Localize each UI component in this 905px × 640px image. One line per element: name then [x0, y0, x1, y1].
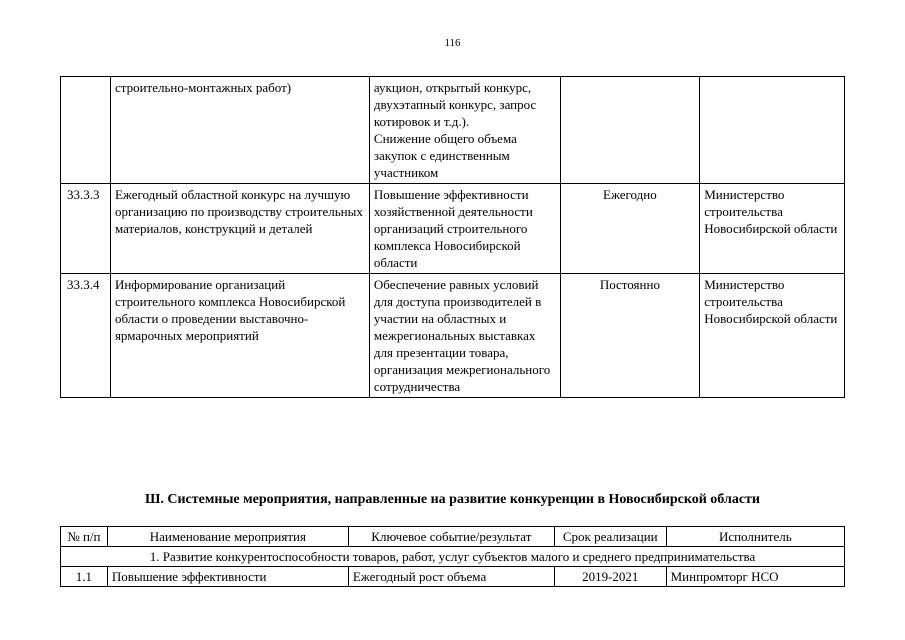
row-number — [61, 77, 111, 184]
table-header-row — [61, 527, 845, 547]
table-row — [61, 184, 845, 274]
measure-result: Обеспечение равных условий для доступа производителей в участии на областных и межрегиональных выставках для презентации товара, организация межрегионального сотрудничества — [369, 274, 560, 398]
measure-name: Информирование организаций строительного комплекса Новосибирской области о проведении выставочно-ярмарочных мероприятий — [110, 274, 369, 398]
measures-table-continued — [60, 76, 845, 398]
measure-name: Ежегодный областной конкурс на лучшую организацию по производству строительных материалов, конструкций и деталей — [110, 184, 369, 274]
row-number: 33.3.4 — [61, 274, 111, 398]
result-text: аукцион, открытый конкурс, двухэтапный конкурс, запрос котировок и т.д.). Снижение общего объема закупок с единственным участником — [373, 80, 537, 180]
page-number: 116 — [444, 37, 461, 49]
measure-executor — [700, 77, 845, 184]
systemic-measures-table — [60, 526, 845, 587]
measure-term — [560, 77, 700, 184]
measure-executor: Министерство строительства Новосибирской области — [700, 184, 845, 274]
measure-executor: Минпромторг НСО — [666, 567, 844, 587]
measure-result — [369, 77, 560, 184]
section-row-title: 1. Развитие конкурентоспособности товаров, работ, услуг субъектов малого и среднего предпринимательства — [61, 547, 845, 567]
measure-name: Повышение эффективности — [107, 567, 348, 587]
row-number: 1.1 — [61, 567, 108, 587]
header-term: Срок реализации — [554, 527, 666, 547]
table-row — [61, 274, 845, 398]
header-result: Ключевое событие/результат — [348, 527, 554, 547]
measure-term: Ежегодно — [560, 184, 700, 274]
header-executor: Исполнитель — [666, 527, 844, 547]
table-row — [61, 567, 845, 587]
section-heading: Ш. Системные мероприятия, направленные на развитие конкуренции в Новосибирской области — [145, 492, 760, 507]
row-number: 33.3.3 — [61, 184, 111, 274]
measure-term: Постоянно — [560, 274, 700, 398]
measure-name: строительно-монтажных работ) — [110, 77, 369, 184]
table-row — [61, 77, 845, 184]
measure-term: 2019-2021 — [554, 567, 666, 587]
header-num: № п/п — [61, 527, 108, 547]
measure-executor: Министерство строительства Новосибирской области — [700, 274, 845, 398]
header-name: Наименование мероприятия — [107, 527, 348, 547]
measure-result: Ежегодный рост объема — [348, 567, 554, 587]
measure-result: Повышение эффективности хозяйственной деятельности организаций строительного комплекса Новосибирской области — [369, 184, 560, 274]
table-section-row — [61, 547, 845, 567]
